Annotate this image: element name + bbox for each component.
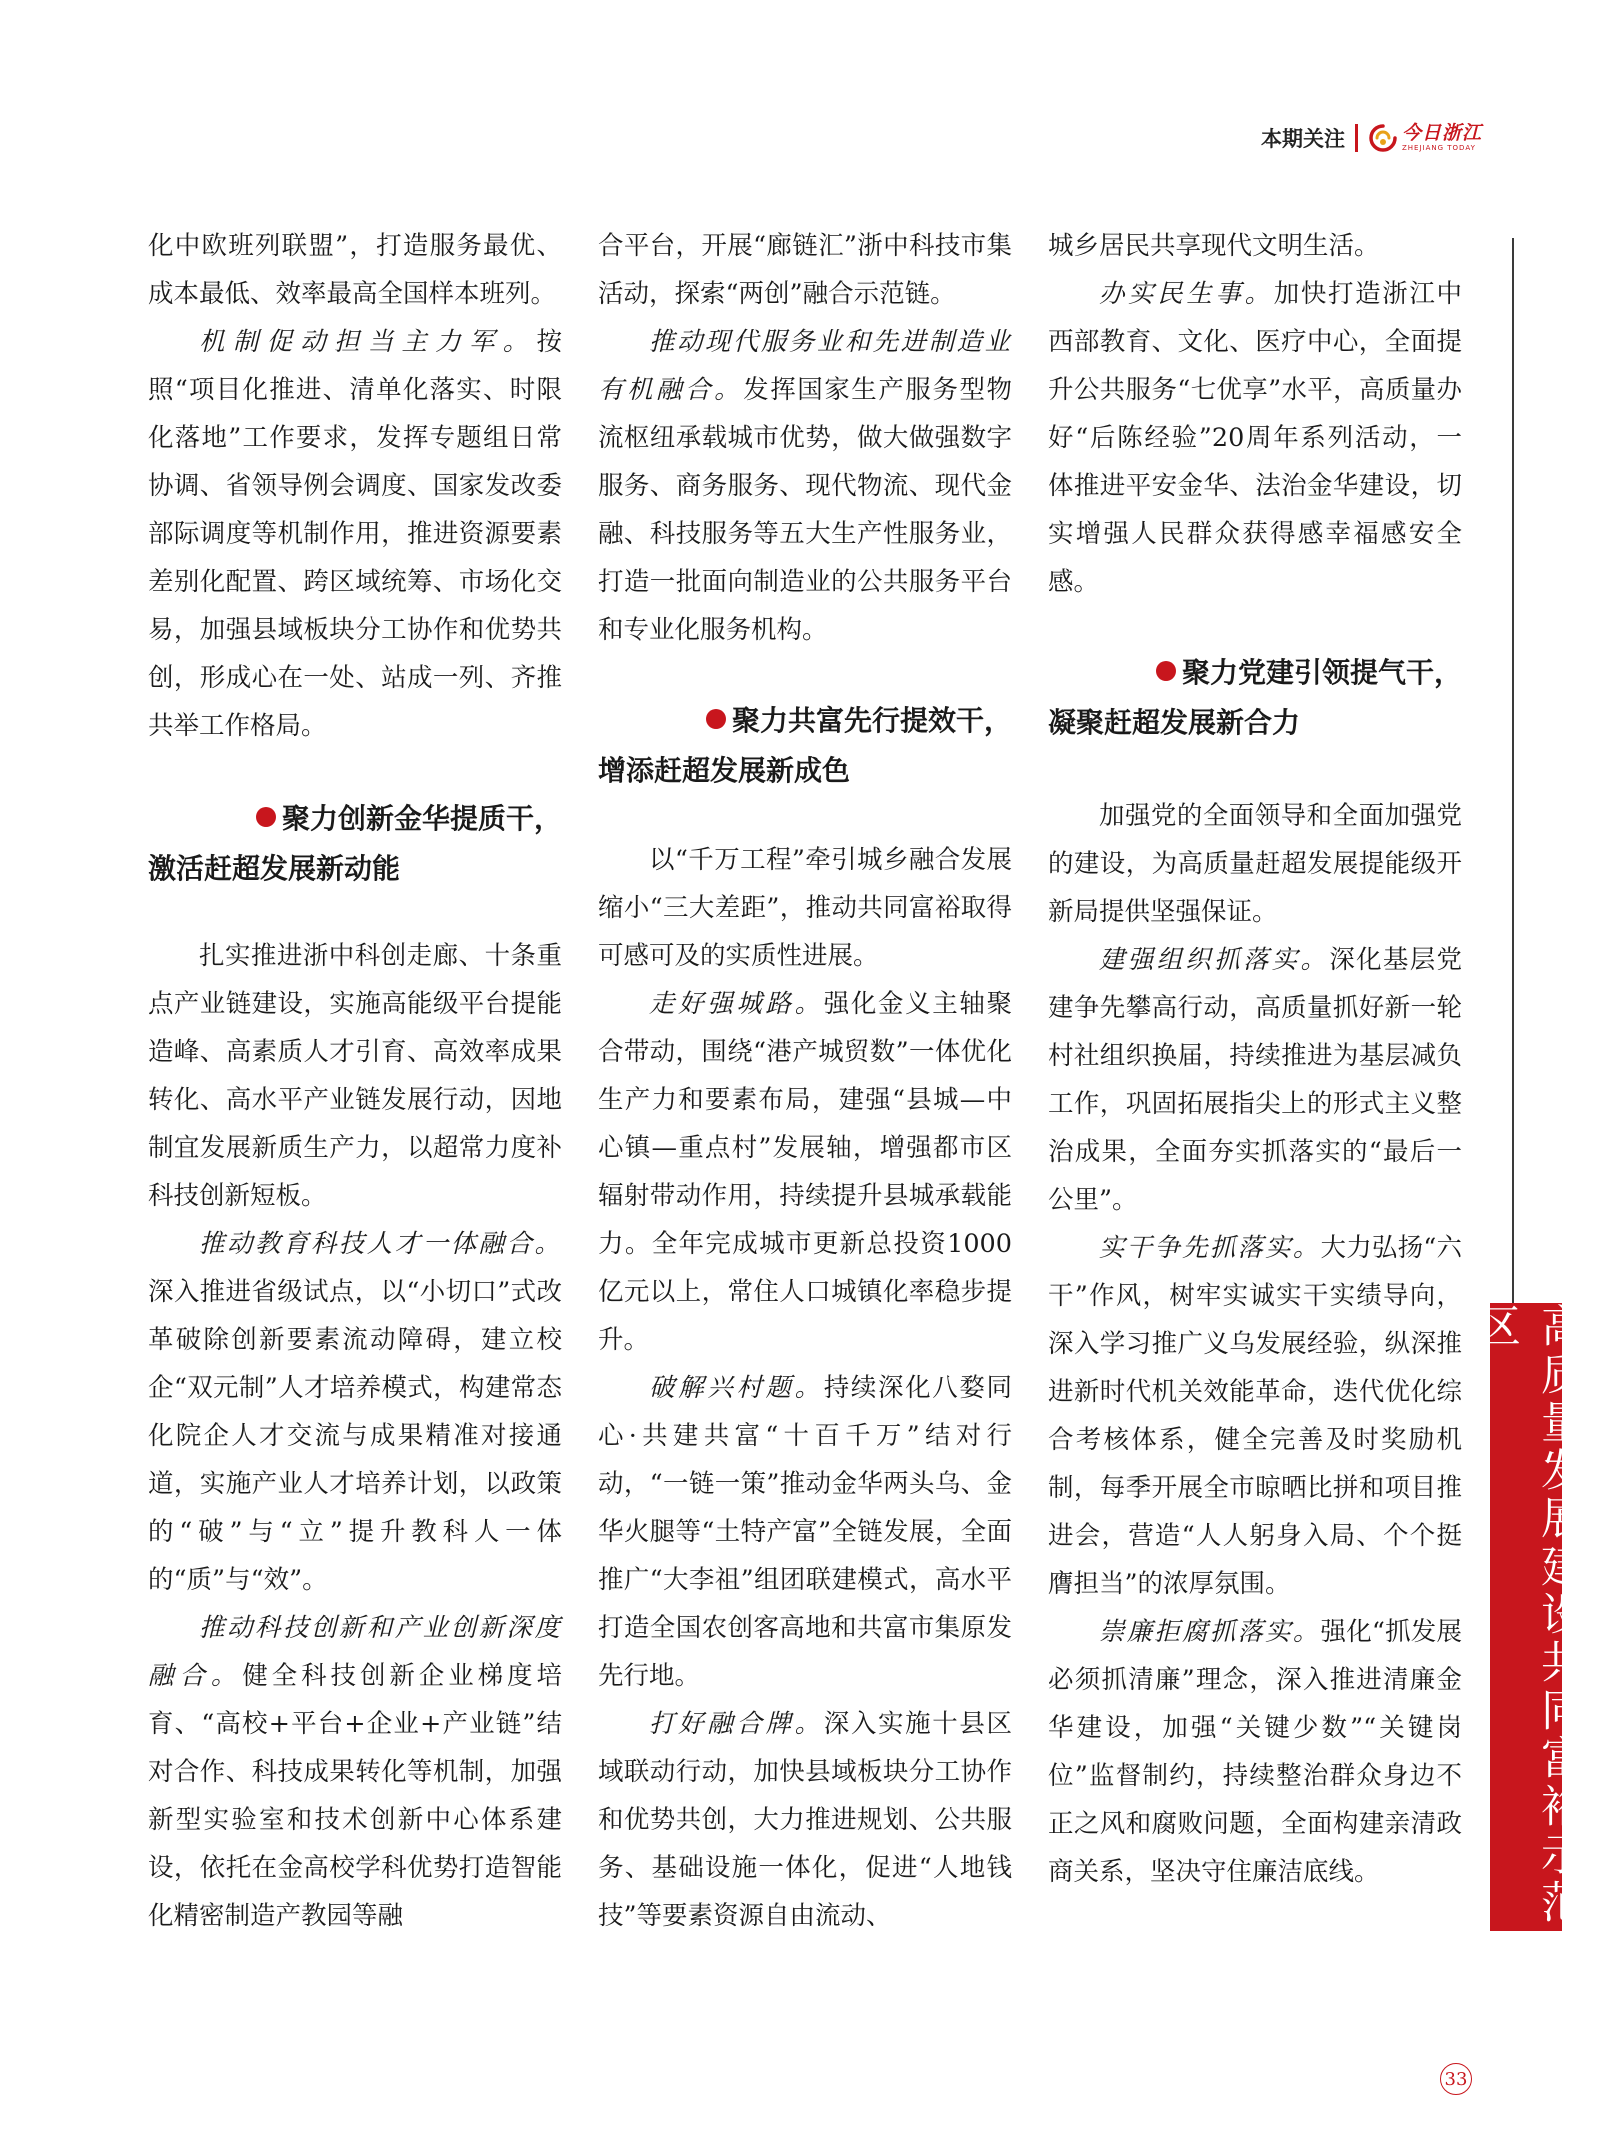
paragraph-body: 大力弘扬“六干”作风，树牢实诚实干实绩导向，深入学习推广义乌发展经验，纵深推进新时代机关效能革命，迭代优化综合考核体系，健全完善及时奖励机制，每季开展全市晾晒比拼和项目推进会，营造“人人躬身入局、个个挺膺担当”的浓厚氛围。 xyxy=(1048,1233,1462,1599)
magazine-logo xyxy=(1368,123,1482,153)
paragraph-body: 持续深化八婺同心·共建共富“十百千万”结对行动，“一链一策”推动金华两头乌、金华火腿等“土特产富”全链发展，全面推广“大李祖”组团联建模式，高水平打造全国农创客高地和共富市集原发先行地。 xyxy=(598,1373,1012,1691)
paragraph: 扎实推进浙中科创走廊、十条重点产业链建设，实施高能级平台提能造峰、高素质人才引育、高效率成果转化、高水平产业链发展行动，因地制宜发展新质生产力，以超常力度补科技创新短板。 xyxy=(148,941,562,1211)
paragraph: 城乡居民共享现代文明生活。 xyxy=(1048,231,1380,261)
heading-line-2: 凝聚赶超发展新合力 xyxy=(1048,706,1301,739)
paragraph-lead: 办实民生事。 xyxy=(1099,279,1274,309)
paragraph xyxy=(598,1700,1012,1940)
paragraph-lead: 打好融合牌。 xyxy=(649,1709,824,1739)
paragraph-body: 加快打造浙江中西部教育、文化、医疗中心，全面提升公共服务“七优享”水平，高质量办好“后陈经验”20周年系列活动，一体推进平安金华、法治金华建设，切实增强人民群众获得感幸福感安全感。 xyxy=(1048,279,1462,597)
paragraph-lead: 走好强城路。 xyxy=(649,989,824,1019)
paragraph-body: 深化基层党建争先攀高行动，高质量抓好新一轮村社组织换届，持续推进为基层减负工作，巩固拓展指尖上的形式主义整治成果，全面夯实抓落实的“最后一公里”。 xyxy=(1048,945,1462,1215)
paragraph xyxy=(598,318,1012,654)
paragraph-body: 强化“抓发展必须抓清廉”理念，深入推进清廉金华建设，加强“关键少数”“关键岗位”监督制约，持续整治群众身边不正之风和腐败问题，全面构建亲清政商关系，坚决守住廉洁底线。 xyxy=(1048,1617,1462,1887)
paragraph-lead: 推动科技创新和产业创新深度融合。 xyxy=(148,1613,562,1691)
paragraph xyxy=(148,318,562,750)
paragraph xyxy=(148,1604,562,1940)
paragraph-lead: 推动现代服务业和先进制造业有机融合。 xyxy=(598,327,1012,405)
bullet-dot-icon xyxy=(1156,661,1176,681)
paragraph-body: 强化金义主轴聚合带动，围绕“港产城贸数”一体优化生产力和要素布局，建强“县城—中心镇—重点村”发展轴，增强都市区辐射带动作用，持续提升县城承载能力。全年完成城市更新总投资1000亿元以上，常住人口城镇化率稳步提升。 xyxy=(598,989,1012,1355)
side-rule xyxy=(1512,238,1514,1303)
paragraph-body: 按照“项目化推进、清单化落实、时限化落地”工作要求，发挥专题组日常协调、省领导例会调度、国家发改委部际调度等机制作用，推进资源要素差别化配置、跨区域统筹、市场化交易，加强县域板块分工协作和优势共创，形成心在一处、站成一列、齐推共举工作格局。 xyxy=(148,327,562,741)
paragraph-lead: 破解兴村题。 xyxy=(649,1373,824,1403)
paragraph: 化中欧班列联盟”，打造服务最优、成本最低、效率最高全国样本班列。 xyxy=(148,231,562,309)
page-header xyxy=(1261,118,1482,158)
paragraph-body: 健全科技创新企业梯度培育、“高校+平台+企业+产业链”结对合作、科技成果转化等机制，加强新型实验室和技术创新中心体系建设，依托在金高校学科优势打造智能化精密制造产教园等融 xyxy=(148,1661,562,1931)
paragraph xyxy=(148,1220,562,1604)
column-3 xyxy=(1048,222,1462,1896)
section-label: 本期关注 xyxy=(1260,127,1345,151)
section-heading xyxy=(1048,648,1462,748)
paragraph-body: 深入推进省级试点，以“小切口”式改革破除创新要素流动障碍，建立校企“双元制”人才培养模式，构建常态化院企人才交流与成果精准对接通道，实施产业人才培养计划，以政策的“破”与“立”提升教科人一体的“质”与“效”。 xyxy=(148,1277,562,1595)
side-banner-text: 高质量发展建设共同富裕示范区 xyxy=(1469,1303,1584,1927)
logo-emblem-icon xyxy=(1368,123,1398,153)
paragraph: 加强党的全面领导和全面加强党的建设，为高质量赶超发展提能级开新局提供坚强保证。 xyxy=(1048,801,1462,927)
side-banner xyxy=(1469,1303,1584,1931)
logo-subtitle: ZHEJIANG TODAY xyxy=(1401,144,1476,152)
paragraph-lead: 机制促动担当主力军。 xyxy=(199,327,537,357)
paragraph xyxy=(598,1364,1012,1700)
bullet-dot-icon xyxy=(706,709,726,729)
paragraph xyxy=(598,980,1012,1364)
column-2 xyxy=(598,222,1012,1940)
paragraph: 合平台，开展“廊链汇”浙中科技市集活动，探索“两创”融合示范链。 xyxy=(598,231,1012,309)
page-number: 33 xyxy=(1440,2063,1472,2095)
heading-line-2: 增添赶超发展新成色 xyxy=(598,754,851,787)
column-1 xyxy=(148,222,562,1940)
paragraph-lead: 实干争先抓落实。 xyxy=(1099,1233,1321,1263)
section-heading xyxy=(148,794,562,894)
paragraph-body: 发挥国家生产服务型物流枢纽承载城市优势，做大做强数字服务、商务服务、现代物流、现代金融、科技服务等五大生产性服务业，打造一批面向制造业的公共服务平台和专业化服务机构。 xyxy=(598,375,1012,645)
paragraph-lead: 崇廉拒腐抓落实。 xyxy=(1099,1617,1321,1647)
paragraph: 以“千万工程”牵引城乡融合发展缩小“三大差距”，推动共同富裕取得可感可及的实质性进展。 xyxy=(598,845,1012,971)
logo-wordmark: 今日浙江 xyxy=(1401,122,1482,144)
heading-line-1: 聚力创新金华提质干， xyxy=(281,802,562,835)
paragraph xyxy=(1048,936,1462,1224)
heading-line-2: 激活赶超发展新动能 xyxy=(148,852,401,885)
paragraph xyxy=(1048,1608,1462,1896)
section-heading xyxy=(598,696,1012,796)
paragraph-lead: 推动教育科技人才一体融合。 xyxy=(199,1229,562,1259)
header-divider xyxy=(1355,124,1358,152)
paragraph xyxy=(1048,270,1462,606)
heading-line-1: 聚力党建引领提气干， xyxy=(1181,656,1462,689)
paragraph-body: 深入实施十县区域联动行动，加快县域板块分工协作和优势共创，大力推进规划、公共服务、基础设施一体化，促进“人地钱技”等要素资源自由流动、 xyxy=(598,1709,1012,1931)
heading-line-1: 聚力共富先行提效干， xyxy=(731,704,1012,737)
paragraph xyxy=(1048,1224,1462,1608)
bullet-dot-icon xyxy=(256,807,276,827)
paragraph-lead: 建强组织抓落实。 xyxy=(1099,945,1330,975)
